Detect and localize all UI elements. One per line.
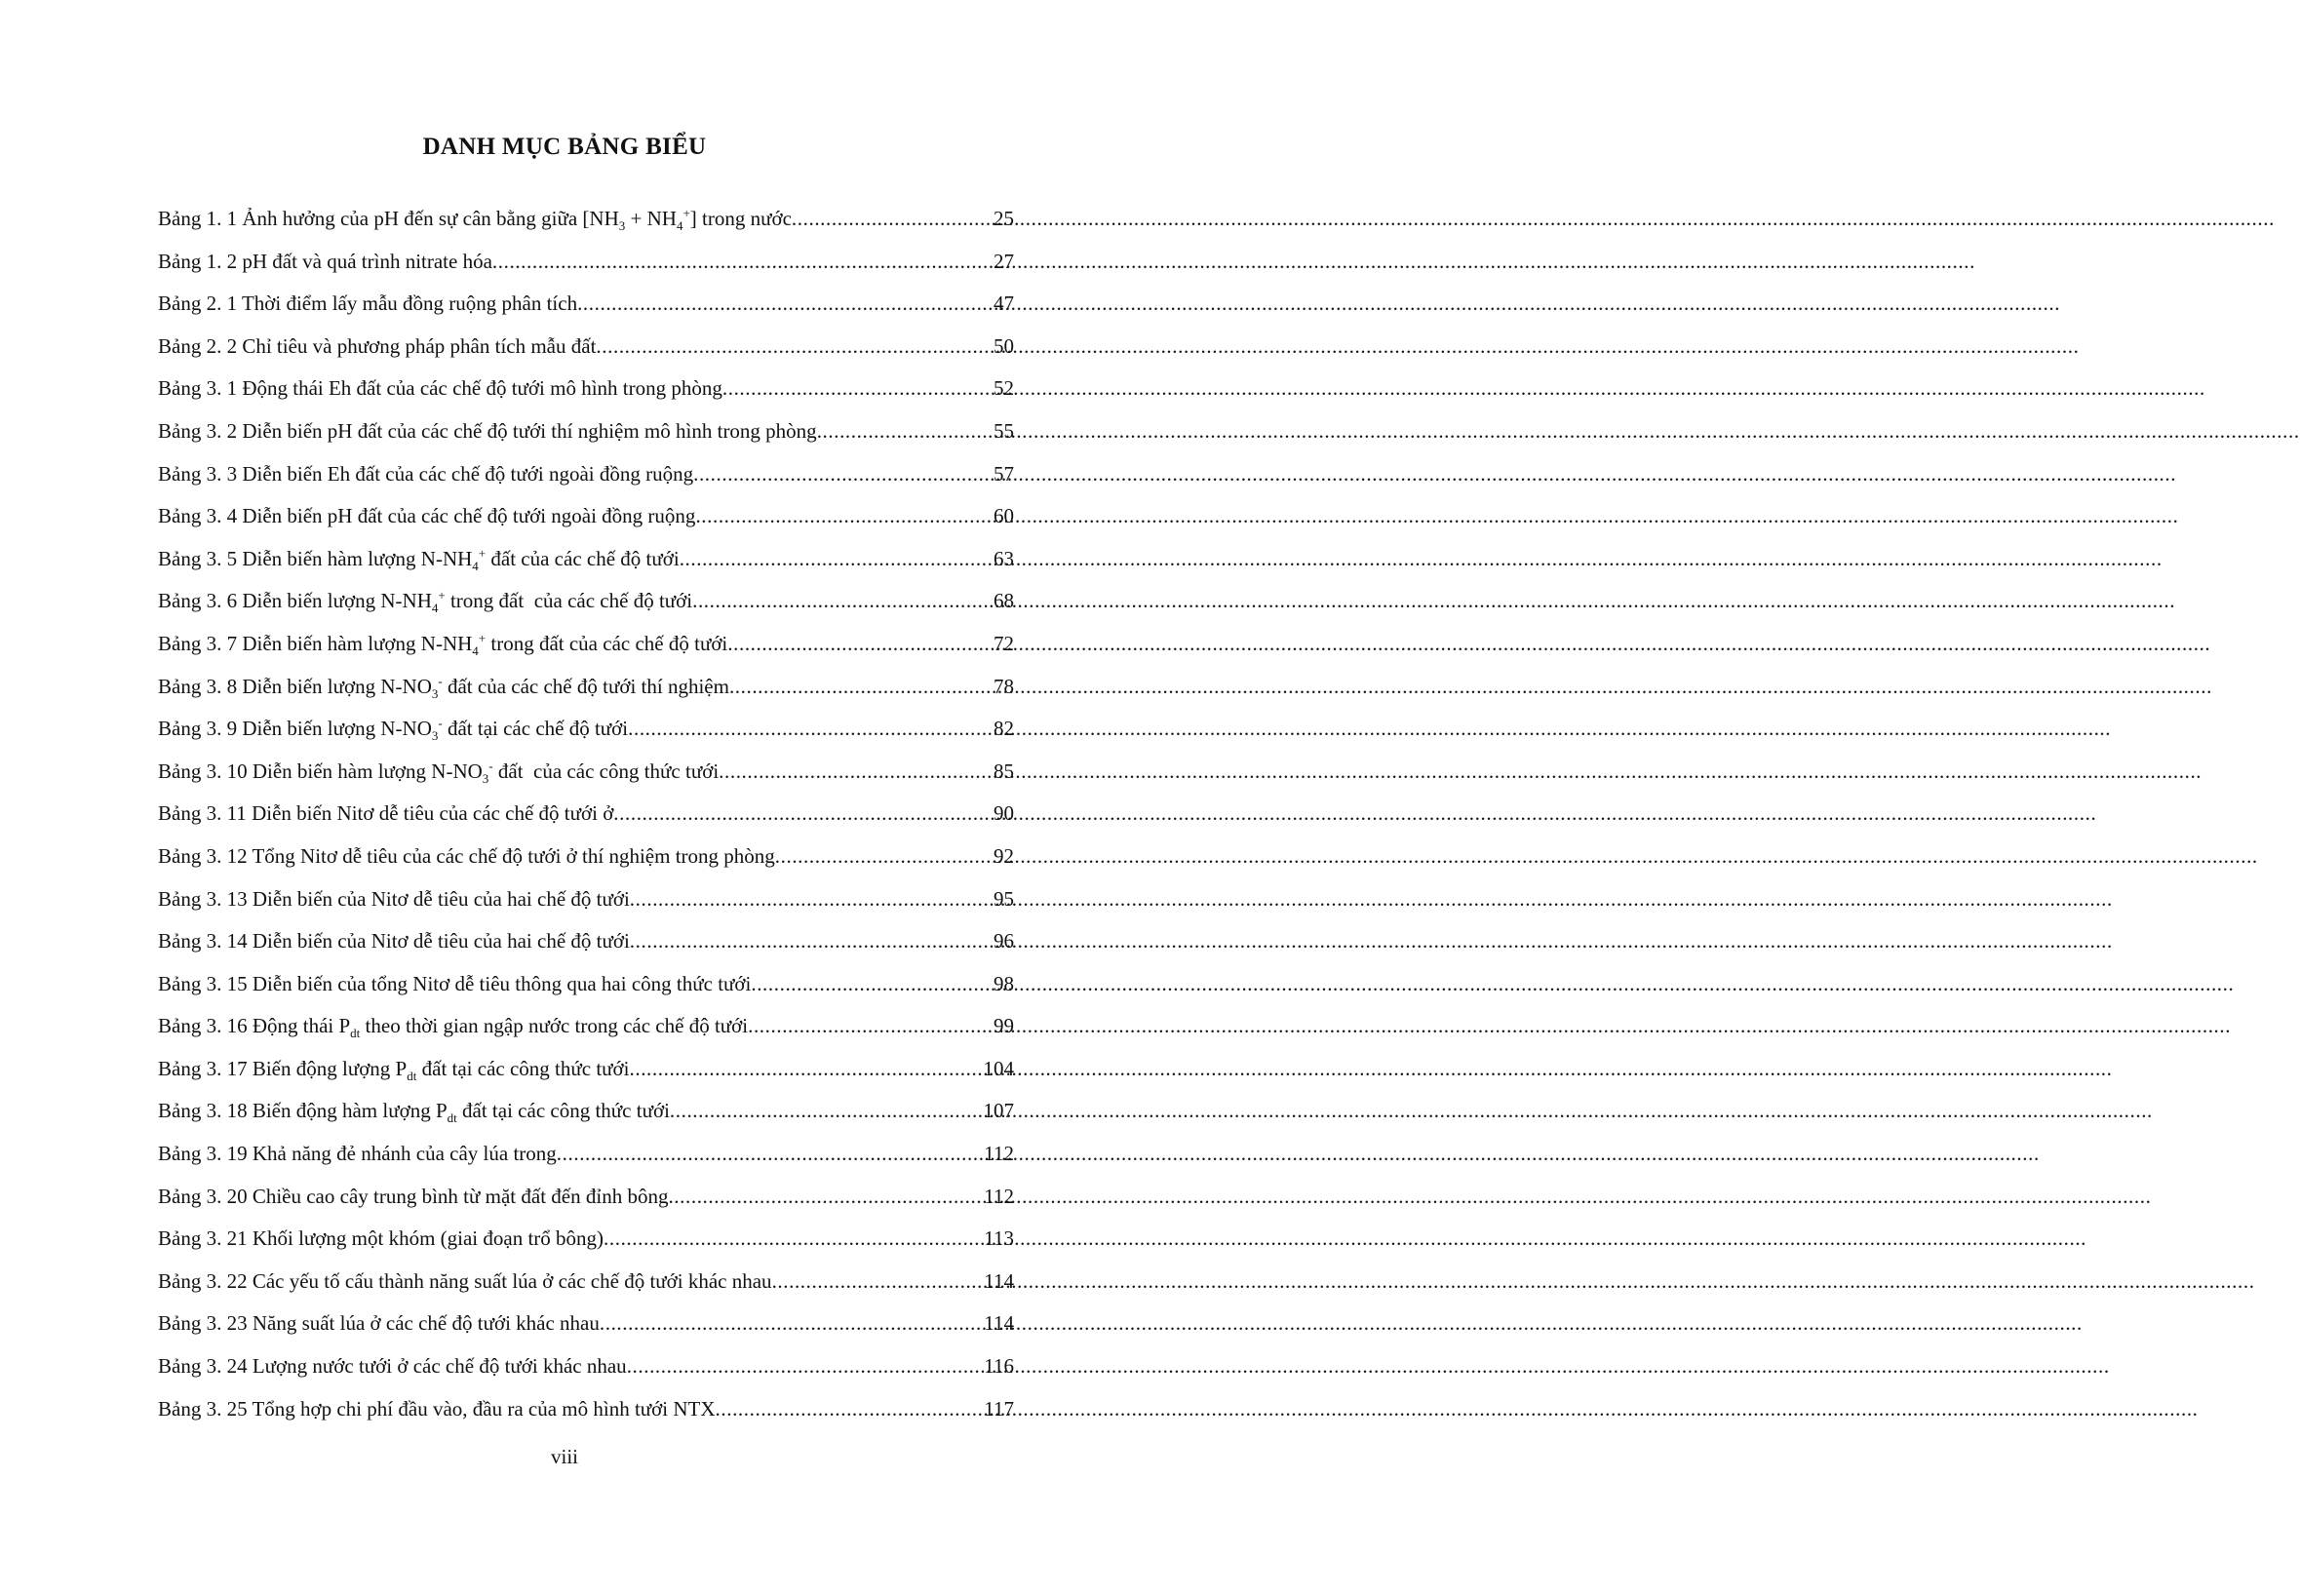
toc-entry-label: Bảng 3. 7 bbox=[158, 631, 238, 655]
toc-entry-label: Bảng 3. 24 bbox=[158, 1354, 248, 1379]
toc-entry[interactable] bbox=[158, 462, 1014, 505]
toc-entry-title: trong đất của các chế độ tưới bbox=[486, 631, 728, 655]
dot-leader bbox=[722, 376, 993, 401]
toc-entry-page: 90 bbox=[994, 801, 1014, 826]
dot-leader bbox=[680, 547, 993, 571]
toc-entry-label: Bảng 3. 5 bbox=[158, 546, 238, 570]
toc-entry-text bbox=[158, 376, 722, 401]
toc-entry[interactable] bbox=[158, 675, 1014, 718]
toc-entry[interactable] bbox=[158, 759, 1014, 802]
toc-entry-page: 112 bbox=[984, 1142, 1014, 1166]
toc-entry-text bbox=[158, 419, 817, 444]
toc-entry-text bbox=[158, 1226, 604, 1251]
toc-entry-text bbox=[158, 887, 630, 912]
toc-entry-subscript: dt bbox=[407, 1068, 417, 1083]
dot-leader bbox=[751, 972, 993, 996]
toc-entry[interactable] bbox=[158, 1014, 1014, 1057]
toc-entry-subscript: 4 bbox=[472, 558, 479, 573]
toc-entry-title: theo thời gian ngập nước trong các chế độ tưới bbox=[360, 1014, 749, 1038]
toc-entry-title: + NH bbox=[625, 207, 677, 230]
toc-entry-title: Năng suất lúa ở các chế độ tưới khác nhau bbox=[252, 1311, 600, 1336]
dot-leader bbox=[630, 929, 993, 954]
toc-entry-text bbox=[158, 844, 775, 869]
dot-leader bbox=[577, 292, 993, 316]
toc-entry-title: Tổng Nitơ dễ tiêu của các chế độ tưới ở thí nghiệm trong phòng bbox=[252, 843, 775, 868]
toc-entry-page: 55 bbox=[994, 418, 1014, 443]
dot-leader bbox=[604, 1226, 983, 1251]
toc-entry-title: Diễn biến pH đất của các chế độ tưới ngoài đồng ruộng bbox=[242, 504, 696, 528]
toc-entry-label: Bảng 3. 6 bbox=[158, 589, 238, 613]
toc-entry-title: Diễn biến của Nitơ dễ tiêu của hai chế độ tưới bbox=[252, 929, 630, 954]
toc-entry-title: Biến động hàm lượng P bbox=[252, 1099, 448, 1123]
toc-entry-label: Bảng 3. 3 bbox=[158, 461, 238, 486]
dot-leader bbox=[716, 1397, 984, 1421]
toc-entry[interactable] bbox=[158, 250, 1014, 292]
toc-entry-text bbox=[158, 1269, 772, 1294]
toc-entry-text bbox=[158, 929, 630, 954]
toc-entry-supscript: - bbox=[488, 758, 493, 773]
toc-entry-title: trong đất của các chế độ tưới bbox=[445, 589, 693, 613]
dot-leader bbox=[727, 632, 993, 656]
toc-entry-title: Chiều cao cây trung bình từ mặt đất đến đỉnh bông bbox=[252, 1184, 669, 1208]
toc-entry-page: 27 bbox=[994, 249, 1014, 273]
toc-entry-page: 50 bbox=[994, 333, 1014, 358]
toc-entry-page: 72 bbox=[994, 631, 1014, 655]
toc-entry[interactable] bbox=[158, 1099, 1014, 1142]
toc-entry-label: Bảng 3. 22 bbox=[158, 1268, 248, 1293]
toc-entry-title: Diễn biến lượng N-NH bbox=[242, 589, 432, 613]
dot-leader bbox=[668, 1185, 983, 1209]
toc-entry-title: đất tại các công thức tưới bbox=[416, 1056, 630, 1080]
toc-entry-title: Khối lượng một khóm (giai đoạn trổ bông) bbox=[252, 1226, 604, 1251]
toc-entry[interactable] bbox=[158, 632, 1014, 675]
toc-entry-page: 52 bbox=[994, 376, 1014, 401]
toc-entry-title: Các yếu tố cấu thành năng suất lúa ở các chế độ tưới khác nhau bbox=[252, 1268, 772, 1293]
toc-entry-text bbox=[158, 716, 629, 744]
toc-entry-subscript: 4 bbox=[472, 642, 479, 658]
dot-leader bbox=[748, 1014, 993, 1038]
toc-entry-title: Động thái P bbox=[252, 1014, 351, 1038]
document-page bbox=[0, 0, 1129, 1596]
toc-entry-title: Động thái Eh đất của các chế độ tưới mô hình trong phòng bbox=[242, 376, 722, 401]
toc-entry-subscript: 3 bbox=[482, 770, 489, 786]
toc-entry[interactable] bbox=[158, 334, 1014, 377]
toc-entry-label: Bảng 3. 15 bbox=[158, 971, 248, 995]
toc-entry[interactable] bbox=[158, 207, 1014, 250]
toc-entry-text bbox=[158, 1014, 749, 1041]
dot-leader bbox=[772, 1269, 984, 1294]
toc-entry-subscript: 3 bbox=[431, 685, 439, 701]
toc-entry-text bbox=[158, 334, 596, 359]
toc-entry-subscript: dt bbox=[350, 1026, 361, 1041]
toc-entry-label: Bảng 1. 2 bbox=[158, 249, 238, 273]
toc-entry-label: Bảng 3. 2 bbox=[158, 418, 238, 443]
toc-entry-label: Bảng 3. 25 bbox=[158, 1396, 248, 1421]
toc-entry-text bbox=[158, 504, 695, 528]
toc-entry-page: 98 bbox=[994, 971, 1014, 995]
toc-entry-page: 113 bbox=[984, 1226, 1014, 1251]
dot-leader bbox=[670, 1099, 983, 1123]
toc-entry-title: đất của các chế độ tưới thí nghiệm bbox=[442, 674, 729, 698]
toc-entry-subscript: dt bbox=[447, 1110, 457, 1126]
toc-entry-page: 60 bbox=[994, 504, 1014, 528]
dot-leader bbox=[613, 801, 993, 826]
dot-leader bbox=[692, 589, 993, 613]
toc-entry[interactable] bbox=[158, 887, 1014, 930]
toc-entry-title: Diễn biến hàm lượng N-NH bbox=[242, 631, 473, 655]
toc-entry-page: 112 bbox=[984, 1184, 1014, 1208]
toc-entry-label: Bảng 1. 1 bbox=[158, 207, 238, 230]
toc-entry-label: Bảng 3. 1 bbox=[158, 376, 238, 401]
toc-entry-title: Diễn biến của Nitơ dễ tiêu của hai chế độ tưới bbox=[252, 886, 630, 911]
toc-entry[interactable] bbox=[158, 1226, 1014, 1269]
toc-entry-title: Tổng hợp chi phí đầu vào, đầu ra của mô hình tưới NTX bbox=[252, 1396, 716, 1421]
toc-entry-page: 25 bbox=[994, 207, 1014, 230]
toc-entry-title: Diễn biến Eh đất của các chế độ tưới ngoài đồng ruộng bbox=[242, 461, 694, 486]
page-number: viii bbox=[550, 1445, 578, 1468]
toc-entry-label: Bảng 3. 19 bbox=[158, 1142, 248, 1166]
toc-entry[interactable] bbox=[158, 1185, 1014, 1227]
toc-entry-text bbox=[158, 547, 680, 571]
toc-entry-page: 78 bbox=[994, 674, 1014, 698]
toc-entry-title: ] trong nước bbox=[689, 207, 792, 230]
toc-entry-title: Diễn biến Nitơ dễ tiêu của các chế độ tưới ở bbox=[252, 801, 614, 826]
toc-entry-supscript: + bbox=[478, 545, 487, 561]
dot-leader bbox=[792, 207, 993, 231]
toc-entry[interactable] bbox=[158, 1397, 1014, 1440]
toc-entry-title: Diễn biến hàm lượng N-NH bbox=[242, 546, 473, 570]
toc-entry-label: Bảng 3. 23 bbox=[158, 1311, 248, 1336]
toc-entry-page: 99 bbox=[994, 1014, 1014, 1038]
toc-entry-title: đất tại các chế độ tưới bbox=[442, 717, 629, 741]
dot-leader bbox=[596, 334, 993, 359]
toc-entry[interactable] bbox=[158, 1269, 1014, 1312]
toc-entry-label: Bảng 3. 16 bbox=[158, 1014, 248, 1038]
toc-entry-text bbox=[158, 801, 613, 826]
toc-entry-text bbox=[158, 207, 792, 231]
toc-entry[interactable] bbox=[158, 1142, 1014, 1185]
toc-entry-title: pH đất và quá trình nitrate hóa bbox=[242, 249, 492, 273]
dot-leader bbox=[600, 1311, 983, 1336]
toc-entry-text bbox=[158, 1099, 670, 1126]
dot-leader bbox=[817, 419, 993, 444]
toc-entry-label: Bảng 3. 17 bbox=[158, 1056, 248, 1080]
toc-entry-text bbox=[158, 588, 693, 616]
toc-entry-label: Bảng 3. 21 bbox=[158, 1226, 248, 1251]
toc-entry-page: 92 bbox=[994, 843, 1014, 868]
toc-entry-title: Diễn biến lượng N-NO bbox=[242, 717, 432, 741]
toc-entry-page: 85 bbox=[994, 759, 1014, 783]
toc-entry-label: Bảng 3. 14 bbox=[158, 929, 248, 954]
toc-entry-supscript: + bbox=[438, 588, 446, 603]
toc-entry-label: Bảng 3. 18 bbox=[158, 1099, 248, 1123]
dot-leader bbox=[630, 1057, 983, 1081]
toc-entry[interactable] bbox=[158, 589, 1014, 632]
toc-entry-subscript: 4 bbox=[431, 601, 439, 616]
toc-entry-page: 63 bbox=[994, 546, 1014, 570]
toc-entry-supscript: + bbox=[682, 206, 690, 220]
toc-entry-title: Thời điểm lấy mẫu đồng ruộng phân tích bbox=[241, 292, 578, 316]
toc-entry-text bbox=[158, 1397, 716, 1421]
toc-entry-title: Ảnh hưởng của pH đến sự cân bằng giữa [NH bbox=[242, 207, 619, 230]
toc-entry-label: Bảng 3. 10 bbox=[158, 759, 248, 783]
toc-entry-title: Diễn biến pH đất của các chế độ tưới thí nghiệm mô hình trong phòng bbox=[242, 418, 817, 443]
toc-entry-text bbox=[158, 1142, 557, 1166]
toc-entry-text bbox=[158, 1354, 627, 1379]
toc-entry-label: Bảng 3. 13 bbox=[158, 886, 248, 911]
toc-entry-title: Lượng nước tưới ở các chế độ tưới khác nhau bbox=[252, 1354, 627, 1379]
toc-entry-page: 114 bbox=[984, 1268, 1014, 1293]
toc-entry-page: 68 bbox=[994, 589, 1014, 613]
toc-entry-page: 107 bbox=[983, 1099, 1014, 1123]
toc-entry-page: 47 bbox=[994, 292, 1014, 316]
toc-entry-page: 116 bbox=[984, 1354, 1014, 1379]
dot-leader bbox=[775, 844, 993, 869]
toc-entry-title: Biến động lượng P bbox=[252, 1056, 408, 1080]
toc-entry-page: 114 bbox=[984, 1311, 1014, 1336]
toc-entry-text bbox=[158, 675, 729, 699]
toc-entry-label: Bảng 2. 2 bbox=[158, 333, 238, 358]
toc-entry-text bbox=[158, 972, 751, 996]
toc-entry[interactable] bbox=[158, 929, 1014, 972]
toc-entry-subscript: 4 bbox=[676, 218, 683, 233]
dot-leader bbox=[630, 887, 993, 912]
toc-entry[interactable] bbox=[158, 376, 1014, 419]
toc-entry-text bbox=[158, 632, 727, 656]
dot-leader bbox=[492, 250, 993, 274]
toc-entry-page: 82 bbox=[994, 717, 1014, 741]
toc-entry-label: Bảng 3. 4 bbox=[158, 504, 238, 528]
toc-entry-supscript: - bbox=[438, 673, 443, 688]
toc-entry[interactable] bbox=[158, 1057, 1014, 1100]
toc-entry-supscript: + bbox=[478, 630, 487, 645]
toc-entry-title: Diễn biến của tổng Nitơ dễ tiêu thông qua hai công thức tưới bbox=[252, 971, 752, 995]
toc-entry-subscript: 3 bbox=[431, 728, 439, 744]
toc-entry-title: Diễn biến hàm lượng N-NO bbox=[252, 759, 483, 783]
dot-leader bbox=[729, 675, 993, 699]
toc-entry-title: đất tại các công thức tưới bbox=[456, 1099, 670, 1123]
toc-entry-text bbox=[158, 1185, 668, 1209]
toc-entry-text bbox=[158, 462, 693, 487]
dot-leader bbox=[693, 462, 993, 487]
table-list bbox=[158, 207, 1014, 1439]
toc-entry[interactable] bbox=[158, 1311, 1014, 1354]
toc-entry[interactable] bbox=[158, 504, 1014, 547]
toc-entry-label: Bảng 3. 8 bbox=[158, 674, 238, 698]
toc-entry-text bbox=[158, 250, 492, 274]
dot-leader bbox=[628, 717, 993, 741]
toc-entry[interactable] bbox=[158, 717, 1014, 759]
toc-entry-title: Chỉ tiêu và phương pháp phân tích mẫu đất bbox=[242, 333, 597, 358]
dot-leader bbox=[719, 759, 993, 784]
toc-entry-label: Bảng 3. 12 bbox=[158, 843, 248, 868]
toc-entry-title: đất của các chế độ tưới bbox=[486, 546, 680, 570]
toc-entry-label: Bảng 2. 1 bbox=[158, 292, 238, 316]
toc-entry-supscript: - bbox=[438, 716, 443, 731]
toc-entry-text bbox=[158, 1311, 600, 1336]
page-title: DANH MỤC BẢNG BIỂU bbox=[422, 134, 707, 160]
toc-entry-title: đất của các công thức tưới bbox=[492, 759, 720, 783]
toc-entry[interactable] bbox=[158, 844, 1014, 887]
toc-entry-page: 117 bbox=[984, 1396, 1014, 1421]
toc-entry-label: Bảng 3. 11 bbox=[158, 801, 247, 826]
toc-entry-page: 104 bbox=[983, 1056, 1014, 1080]
toc-entry-page: 96 bbox=[994, 929, 1014, 954]
toc-entry-text bbox=[158, 292, 577, 316]
toc-entry[interactable] bbox=[158, 292, 1014, 334]
toc-entry-title: Khả năng đẻ nhánh của cây lúa trong bbox=[252, 1142, 557, 1166]
toc-entry-text bbox=[158, 759, 719, 784]
dot-leader bbox=[627, 1354, 984, 1379]
toc-entry-text bbox=[158, 1057, 630, 1081]
toc-entry[interactable] bbox=[158, 1354, 1014, 1397]
toc-entry-page: 57 bbox=[994, 461, 1014, 486]
toc-entry-label: Bảng 3. 20 bbox=[158, 1184, 248, 1208]
toc-entry[interactable] bbox=[158, 801, 1014, 844]
toc-entry-page: 95 bbox=[994, 886, 1014, 911]
dot-leader bbox=[695, 504, 993, 528]
toc-entry-label: Bảng 3. 9 bbox=[158, 717, 238, 741]
dot-leader bbox=[557, 1142, 983, 1166]
toc-entry[interactable] bbox=[158, 419, 1014, 462]
toc-entry-subscript: 3 bbox=[618, 218, 626, 233]
toc-entry[interactable] bbox=[158, 547, 1014, 590]
toc-entry-title: Diễn biến lượng N-NO bbox=[242, 674, 432, 698]
toc-entry[interactable] bbox=[158, 972, 1014, 1015]
